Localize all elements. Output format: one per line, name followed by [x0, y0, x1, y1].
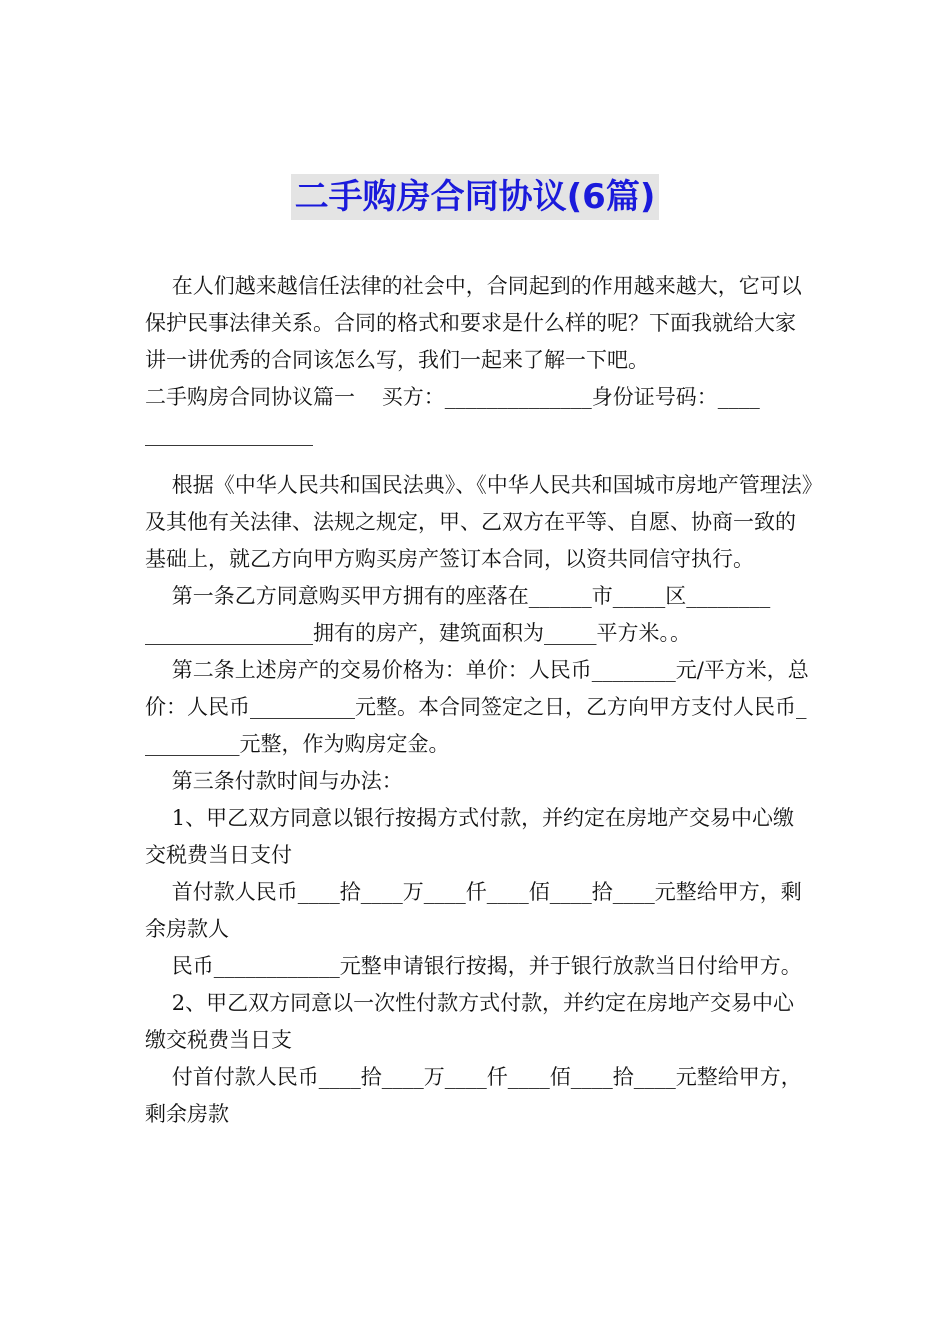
payment-option-2: 2、甲乙双方同意以一次性付款方式付款，并约定在房地产交易中心缴交税费当日支: [145, 991, 795, 1052]
article-1: 第一条乙方同意购买甲方拥有的座落在______市_____区________ ________________拥有的房产，建筑面积为_____平方米。。: [145, 584, 771, 645]
article-3-heading: 第三条付款时间与办法：: [145, 769, 403, 793]
document-body: [145, 268, 815, 1133]
spacer: [145, 453, 815, 467]
buyer-line: 二手购房合同协议篇一 买方：______________身份证号码：____ ________________: [145, 385, 760, 446]
mortgage-line: 民币____________元整申请银行按揭，并于银行放款当日付给甲方。: [145, 954, 802, 978]
article-2: 第二条上述房产的交易价格为：单价：人民币________元/平方米，总价：人民币__________元整。本合同签定之日，乙方向甲方支付人民币__________元整，作为购房定金。: [145, 658, 809, 756]
legal-basis-paragraph: 根据《中华人民共和国民法典》、《中华人民共和国城市房地产管理法》及其他有关法律、法规之规定，甲、乙双方在平等、自愿、协商一致的基础上，就乙方向甲方购买房产签订本合同，以资共同信守执行。: [145, 473, 813, 571]
down-payment-line-2: 付首付款人民币____拾____万____仟____佰____拾____元整给甲方，剩余房款: [145, 1065, 802, 1126]
document-title: 二手购房合同协议(6篇): [291, 174, 660, 220]
down-payment-line-1: 首付款人民币____拾____万____仟____佰____拾____元整给甲方，剩余房款人: [145, 880, 802, 941]
payment-option-1: 1、甲乙双方同意以银行按揭方式付款，并约定在房地产交易中心缴交税费当日支付: [145, 806, 795, 867]
title-container: [0, 174, 950, 220]
intro-paragraph: 在人们越来越信任法律的社会中，合同起到的作用越来越大，它可以保护民事法律关系。合同的格式和要求是什么样的呢？下面我就给大家讲一讲优秀的合同该怎么写，我们一起来了解一下吧。: [145, 274, 802, 372]
